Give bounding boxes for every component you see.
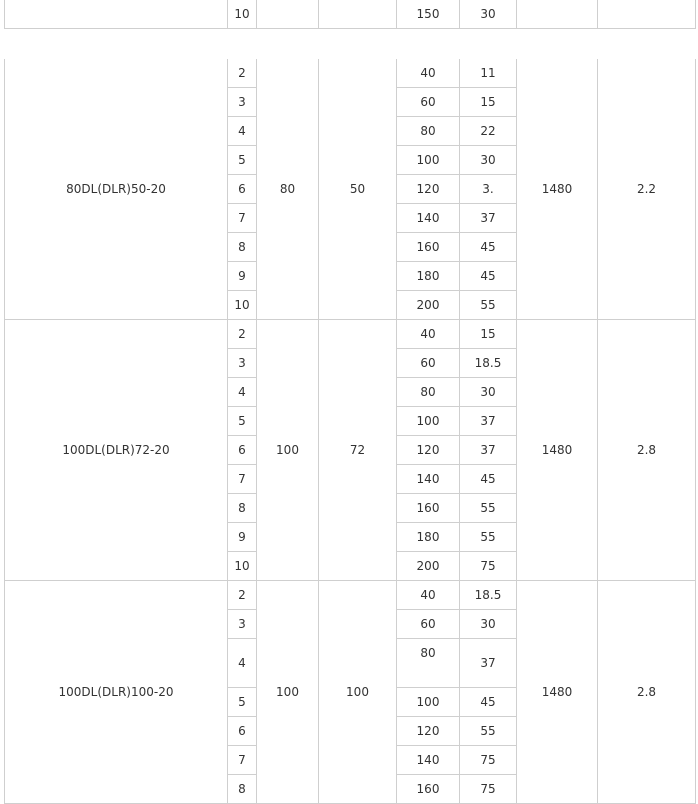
motor-cell: 37 (460, 407, 517, 436)
motor-cell: 55 (460, 717, 517, 746)
head-cell: 100 (397, 146, 460, 175)
inlet-cell: 80 (257, 59, 319, 320)
head-cell: 60 (397, 88, 460, 117)
motor-cell: 30 (460, 0, 517, 29)
head-cell: 160 (397, 775, 460, 804)
stage-cell: 7 (228, 465, 257, 494)
stage-cell: 7 (228, 746, 257, 775)
stage-cell: 9 (228, 262, 257, 291)
motor-cell: 45 (460, 465, 517, 494)
outlet-cell: 72 (319, 320, 397, 581)
head-cell: 80 (397, 378, 460, 407)
stage-cell: 8 (228, 775, 257, 804)
stage-cell: 8 (228, 233, 257, 262)
model-cell (4, 0, 228, 29)
head-cell: 100 (397, 407, 460, 436)
stage-cell: 6 (228, 175, 257, 204)
head-cell: 160 (397, 233, 460, 262)
motor-cell: 75 (460, 775, 517, 804)
head-cell: 120 (397, 175, 460, 204)
head-cell: 140 (397, 465, 460, 494)
power-cell: 2.8 (598, 581, 696, 804)
motor-cell: 75 (460, 746, 517, 775)
stage-cell: 2 (228, 581, 257, 610)
head-cell: 120 (397, 436, 460, 465)
head-cell: 40 (397, 59, 460, 88)
motor-cell: 37 (460, 204, 517, 233)
stage-cell: 4 (228, 117, 257, 146)
stage-cell: 3 (228, 610, 257, 639)
power-cell (598, 0, 696, 29)
motor-cell: 22 (460, 117, 517, 146)
model-cell: 80DL(DLR)50-20 (4, 59, 228, 320)
motor-cell: 3. (460, 175, 517, 204)
motor-cell: 30 (460, 146, 517, 175)
stage-cell: 5 (228, 407, 257, 436)
stage-cell: 5 (228, 146, 257, 175)
outlet-cell (319, 0, 397, 29)
stage-cell: 2 (228, 320, 257, 349)
stage-cell: 10 (228, 552, 257, 581)
head-cell: 140 (397, 204, 460, 233)
head-cell: 40 (397, 581, 460, 610)
stage-cell: 10 (228, 291, 257, 320)
motor-cell: 37 (460, 639, 517, 688)
motor-cell: 55 (460, 494, 517, 523)
stage-cell: 5 (228, 688, 257, 717)
head-cell: 200 (397, 291, 460, 320)
inlet-cell (257, 0, 319, 29)
motor-cell: 18.5 (460, 581, 517, 610)
motor-cell: 55 (460, 523, 517, 552)
speed-cell: 1480 (517, 581, 598, 804)
inlet-cell: 100 (257, 581, 319, 804)
motor-cell: 30 (460, 610, 517, 639)
head-cell: 60 (397, 610, 460, 639)
model-cell: 100DL(DLR)100-20 (4, 581, 228, 804)
stage-cell: 8 (228, 494, 257, 523)
stage-cell: 4 (228, 378, 257, 407)
stage-cell: 9 (228, 523, 257, 552)
stage-cell: 6 (228, 717, 257, 746)
head-cell: 80 (397, 639, 460, 688)
head-cell: 180 (397, 262, 460, 291)
motor-cell: 37 (460, 436, 517, 465)
head-cell: 120 (397, 717, 460, 746)
stage-cell: 6 (228, 436, 257, 465)
head-cell: 140 (397, 746, 460, 775)
stage-cell: 3 (228, 349, 257, 378)
head-cell: 100 (397, 688, 460, 717)
motor-cell: 15 (460, 320, 517, 349)
stage-cell: 7 (228, 204, 257, 233)
motor-cell: 15 (460, 88, 517, 117)
power-cell: 2.2 (598, 59, 696, 320)
head-cell: 80 (397, 117, 460, 146)
motor-cell: 45 (460, 688, 517, 717)
model-cell: 100DL(DLR)72-20 (4, 320, 228, 581)
motor-cell: 30 (460, 378, 517, 407)
outlet-cell: 100 (319, 581, 397, 804)
speed-cell: 1480 (517, 59, 598, 320)
stage-cell: 3 (228, 88, 257, 117)
head-cell: 160 (397, 494, 460, 523)
speed-cell (517, 0, 598, 29)
motor-cell: 11 (460, 59, 517, 88)
stage-cell: 10 (228, 0, 257, 29)
head-cell: 40 (397, 320, 460, 349)
head-cell: 180 (397, 523, 460, 552)
motor-cell: 75 (460, 552, 517, 581)
stage-cell: 2 (228, 59, 257, 88)
outlet-cell: 50 (319, 59, 397, 320)
head-cell: 150 (397, 0, 460, 29)
head-cell: 60 (397, 349, 460, 378)
inlet-cell: 100 (257, 320, 319, 581)
motor-cell: 45 (460, 262, 517, 291)
speed-cell: 1480 (517, 320, 598, 581)
head-cell: 200 (397, 552, 460, 581)
power-cell: 2.8 (598, 320, 696, 581)
motor-cell: 55 (460, 291, 517, 320)
stage-cell: 4 (228, 639, 257, 688)
motor-cell: 45 (460, 233, 517, 262)
motor-cell: 18.5 (460, 349, 517, 378)
